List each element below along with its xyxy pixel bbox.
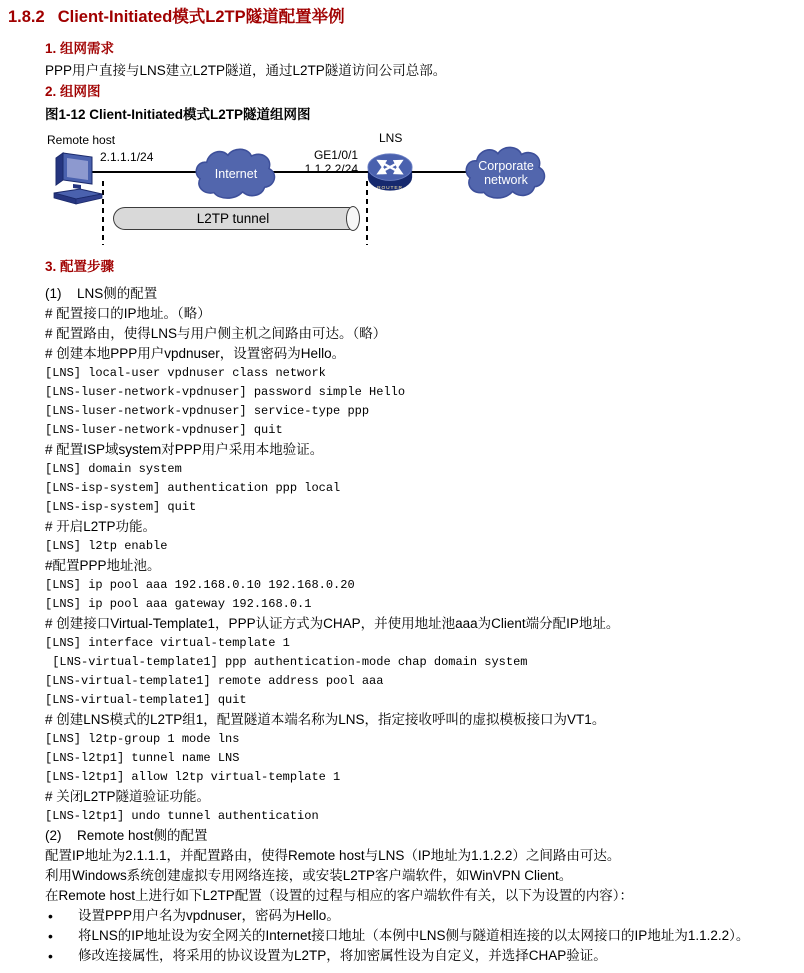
router-icon [367, 149, 413, 195]
step-item [45, 284, 804, 304]
subsection-heading-requirements: 1. 组网需求 [45, 41, 115, 56]
cli-code-line: [LNS-isp-system] quit [45, 500, 197, 514]
bullet-item: • 修改连接属性，将采用的协议设置为L2TP，将加密属性设为自定义，并选择CHAP验证。 [45, 946, 804, 966]
step-label: LNS侧的配置 [77, 286, 158, 301]
internet-label: Internet [214, 167, 258, 181]
corporate-label-line1: Corporate [478, 159, 534, 173]
tunnel-label: L2TP tunnel [196, 211, 270, 226]
config-comment: # 关闭L2TP隧道验证功能。 [45, 789, 211, 804]
network-topology-figure [0, 127, 804, 249]
config-comment: # 开启L2TP功能。 [45, 519, 157, 534]
page-title [8, 6, 804, 28]
cli-code-line: [LNS] ip pool aaa gateway 192.168.0.1 [45, 597, 312, 611]
router-badge-label: ROUTER [377, 185, 403, 191]
computer-icon [50, 147, 106, 205]
remote-host-ip-label: 2.1.1.1/24 [100, 150, 154, 164]
paragraph: PPP用户直接与LNS建立L2TP隧道，通过L2TP隧道访问公司总部。 [45, 63, 447, 78]
section-title-text: Client-Initiated模式L2TP隧道配置举例 [57, 8, 345, 26]
paragraph: 在Remote host上进行如下L2TP配置（设置的过程与相应的客户端软件有关，以下为设置的内容）： [45, 888, 634, 903]
config-comment: # 配置接口的IP地址。（略） [45, 306, 211, 321]
l2tp-tunnel-cylinder [113, 207, 353, 230]
corporate-network-cloud-icon [462, 144, 550, 202]
interface-ip: 1.1.2.2/24 [304, 162, 358, 176]
cli-code-line: [LNS] interface virtual-template 1 [45, 636, 290, 650]
cli-code-line: [LNS-virtual-template1] ppp authentication-mode chap domain system [45, 655, 528, 669]
paragraph: 配置IP地址为2.1.1.1，并配置路由，使得Remote host与LNS（IP地址为1.1.2.2）之间路由可达。 [45, 848, 621, 863]
config-comment: # 创建本地PPP用户vpdnuser，设置密码为Hello。 [45, 346, 346, 361]
cli-code-line: [LNS-l2tp1] tunnel name LNS [45, 751, 240, 765]
interface-name: GE1/0/1 [313, 148, 358, 162]
step-item [45, 826, 804, 846]
figure-caption: 图1-12 Client-Initiated模式L2TP隧道组网图 [45, 107, 311, 122]
step-number: (1) [45, 286, 62, 301]
cli-code-line: [LNS] ip pool aaa 192.168.0.10 192.168.0.20 [45, 578, 355, 592]
config-comment: # 配置路由，使得LNS与用户侧主机之间路由可达。（略） [45, 326, 387, 341]
remote-host-label: Remote host [47, 133, 116, 147]
cli-code-line: [LNS-luser-network-vpdnuser] quit [45, 423, 283, 437]
cli-code-line: [LNS-luser-network-vpdnuser] service-type ppp [45, 404, 370, 418]
step-number: (2) [45, 828, 62, 843]
bullet-item: • 将LNS的IP地址设为安全网关的Internet接口地址（本例中LNS侧与隧道相连接的以太网接口的IP地址为1.1.2.2）。 [45, 926, 804, 946]
config-comment: # 创建LNS模式的L2TP组1，配置隧道本端名称为LNS，指定接收呼叫的虚拟模板接口为VT1。 [45, 712, 606, 727]
cli-code-line: [LNS] domain system [45, 462, 182, 476]
subsection-heading-steps: 3. 配置步骤 [45, 259, 115, 274]
config-comment: #配置PPP地址池。 [45, 558, 161, 573]
cli-code-line: [LNS-isp-system] authentication ppp local [45, 481, 341, 495]
step-label: Remote host侧的配置 [77, 828, 208, 843]
subsection-heading-topology: 2. 组网图 [45, 84, 101, 99]
cli-code-line: [LNS] l2tp enable [45, 539, 168, 553]
tunnel-opening-icon [346, 206, 360, 231]
bullet-item: • 设置PPP用户名为vpdnuser，密码为Hello。 [45, 906, 804, 926]
config-steps-content [0, 284, 804, 966]
lns-label: LNS [379, 131, 403, 145]
config-comment: # 配置ISP域system对PPP用户采用本地验证。 [45, 442, 324, 457]
cli-code-line: [LNS-virtual-template1] quit [45, 693, 247, 707]
cli-code-line: [LNS] l2tp-group 1 mode lns [45, 732, 240, 746]
config-comment: # 创建接口Virtual-Template1，PPP认证方式为CHAP，并使用地址池aaa为Client端分配IP地址。 [45, 616, 620, 631]
section-number: 1.8.2 [8, 8, 45, 26]
paragraph: 利用Windows系统创建虚拟专用网络连接，或安装L2TP客户端软件，如WinVPN Client。 [45, 868, 573, 883]
cli-code-line: [LNS-luser-network-vpdnuser] password simple Hello [45, 385, 406, 399]
cli-code-line: [LNS-l2tp1] undo tunnel authentication [45, 809, 319, 823]
cli-code-line: [LNS] local-user vpdnuser class network [45, 366, 326, 380]
lns-interface-label [276, 148, 358, 176]
corporate-label-line2: network [484, 173, 528, 187]
internet-cloud-icon [192, 146, 280, 202]
cli-code-line: [LNS-l2tp1] allow l2tp virtual-template 1 [45, 770, 341, 784]
cli-code-line: [LNS-virtual-template1] remote address pool aaa [45, 674, 384, 688]
